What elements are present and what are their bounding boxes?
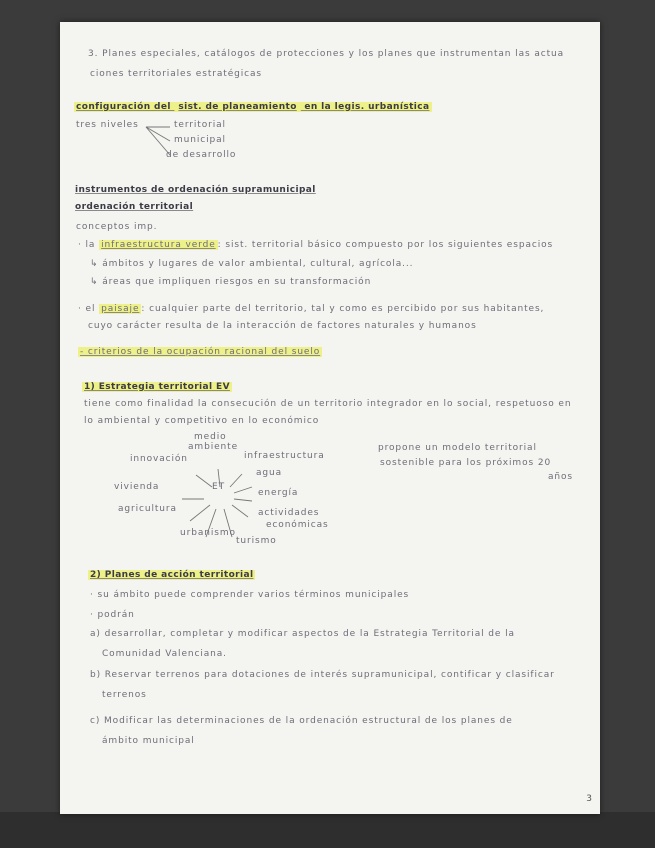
pat-heading	[88, 570, 255, 580]
instrumentos-heading: instrumentos de ordenación supramunicipal	[75, 185, 316, 195]
paisaje-bullet: · el	[78, 304, 100, 314]
propone-line1: propone un modelo territorial	[378, 443, 537, 453]
conceptos-label: conceptos imp.	[76, 222, 158, 232]
nivel-municipal: municipal	[174, 135, 226, 145]
diagram-turismo: turismo	[236, 536, 277, 546]
config-heading-part1: configuración del	[76, 102, 175, 112]
criterios-text: - criterios de la ocupación racional del suelo	[80, 347, 321, 357]
diagram-agricultura: agricultura	[118, 504, 177, 514]
etv-line2: lo ambiental y competitivo en lo económico	[84, 416, 320, 426]
paisaje-line1	[78, 304, 544, 314]
infra-bullet: · la	[78, 240, 100, 250]
item3-line2: ciones territoriales estratégicas	[90, 69, 262, 79]
diagram-medio-1: medio	[194, 432, 227, 442]
pat-a-line1: a) desarrollar, completar y modificar aspectos de la Estrategia Territorial de la	[90, 629, 515, 639]
item3-line1: 3. Planes especiales, catálogos de protecciones y los planes que instrumentan las actua	[88, 49, 565, 59]
etv-heading	[82, 382, 232, 392]
diagram-urbanismo: urbanismo	[180, 528, 236, 538]
propone-line3: años	[548, 472, 574, 482]
pat-heading-text: 2) Planes de acción territorial	[90, 570, 254, 580]
infra-line2: ↳ ámbitos y lugares de valor ambiental, cultural, agrícola...	[90, 259, 414, 269]
pat-c-line1: c) Modificar las determinaciones de la ordenación estructural de los planes de	[90, 716, 513, 726]
diagram-innovacion: innovación	[130, 454, 188, 464]
diagram-vivienda: vivienda	[114, 482, 160, 492]
paisaje-term: paisaje	[101, 304, 140, 314]
paisaje-definition: : cualquier parte del territorio, tal y como es percibido por sus habitantes,	[141, 304, 545, 314]
propone-line2: sostenible para los próximos 20	[380, 458, 552, 468]
nivel-territorial: territorial	[174, 120, 226, 130]
diagram-center-et: ET	[212, 482, 225, 492]
config-heading-part2: sist. de planeamiento	[178, 102, 297, 112]
diagram-infraestructura: infraestructura	[244, 451, 325, 461]
paisaje-line2: cuyo carácter resulta de la interacción de factores naturales y humanos	[88, 321, 477, 331]
pat-c-line2: ámbito municipal	[102, 736, 195, 746]
pat-b-line2: terrenos	[102, 690, 147, 700]
diagram-actividades-1: actividades	[258, 508, 320, 518]
infra-definition: : sist. territorial básico compuesto por los siguientes espacios	[217, 240, 554, 250]
pat-a-line2: Comunidad Valenciana.	[102, 649, 227, 659]
tres-niveles-label: tres niveles	[76, 120, 139, 130]
scan-background	[0, 812, 655, 848]
ordenacion-heading: ordenación territorial	[75, 202, 194, 212]
config-heading	[74, 102, 432, 112]
pat-line2: · podrán	[90, 610, 135, 620]
nivel-desarrollo: de desarrollo	[166, 150, 237, 160]
etv-heading-text: 1) Estrategia territorial EV	[84, 382, 230, 392]
infra-term: infraestructura verde	[101, 240, 216, 250]
notebook-page	[60, 22, 600, 814]
pat-b-line1: b) Reservar terrenos para dotaciones de interés supramunicipal, contificar y clasificar	[90, 670, 555, 680]
diagram-agua: agua	[256, 468, 283, 478]
etv-line1: tiene como finalidad la consecución de un territorio integrador en lo social, respetuoso en	[84, 399, 572, 409]
diagram-actividades-2: económicas	[266, 520, 329, 530]
criterios-line	[78, 347, 322, 357]
page-number: 3	[586, 794, 592, 804]
pat-line1: · su ámbito puede comprender varios términos municipales	[90, 590, 410, 600]
config-heading-part3: en la legis. urbanística	[300, 102, 430, 112]
infra-line1	[78, 240, 553, 250]
diagram-medio-2: ambiente	[188, 442, 239, 452]
infra-line3: ↳ áreas que impliquen riesgos en su transformación	[90, 277, 372, 287]
diagram-energia: energía	[258, 488, 299, 498]
